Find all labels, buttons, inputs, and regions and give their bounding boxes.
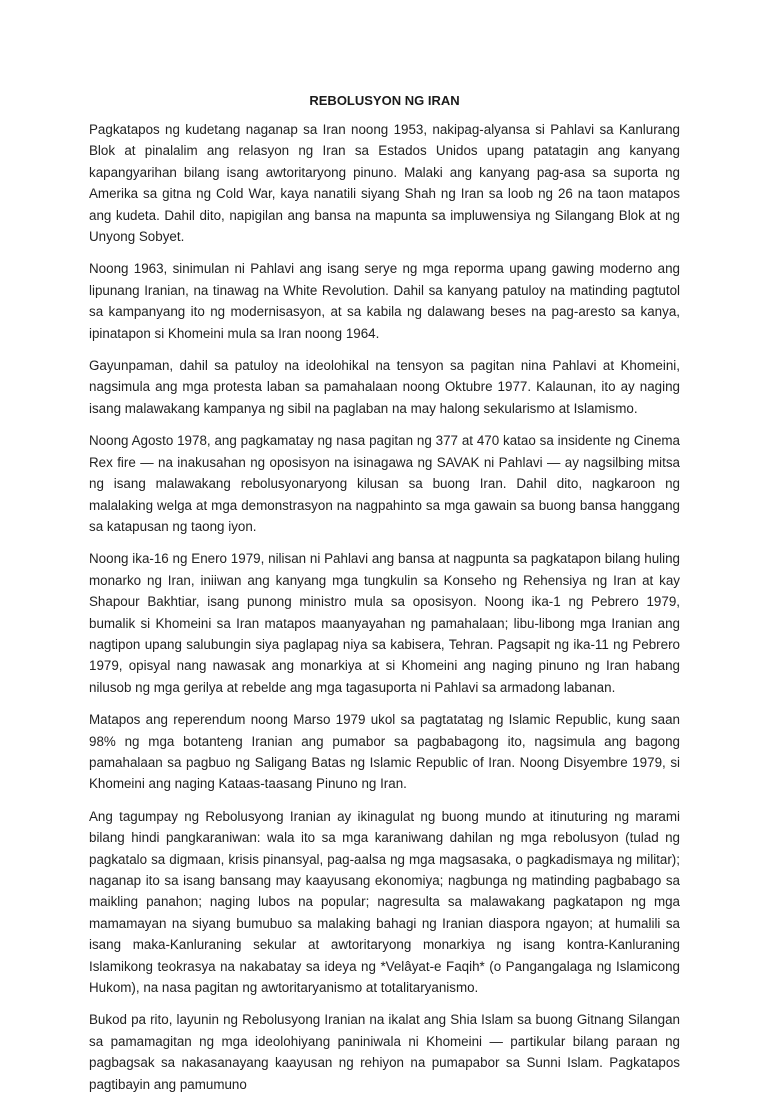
paragraph-2: Noong 1963, sinimulan ni Pahlavi ang isang serye ng mga reporma upang gawing moderno ang lipunang Iranian, na tinawag na White Revolution. Dahil sa kanyang patuloy na matinding pagtutol sa kampanyang ito ng modernisasyon, at sa kabila ng dalawang beses na pag-aresto sa kanya, ipinatapon si Khomeini mula sa Iran noong 1964. (89, 261, 680, 341)
paragraph-3: Gayunpaman, dahil sa patuloy na ideolohikal na tensyon sa pagitan nina Pahlavi at Khomeini, nagsimula ang mga protesta laban sa pamahalaan noong Oktubre 1977. Kalaunan, ito ay naging isang malawakang kampanya ng sibil na paglaban na may halong sekularismo at Islamismo. (89, 358, 680, 416)
paragraph-4: Noong Agosto 1978, ang pagkamatay ng nasa pagitan ng 377 at 470 katao sa insidente ng Cinema Rex fire — na inakusahan ng oposisyon na isinagawa ng SAVAK ni Pahlavi — ay nagsilbing mitsa ng isang malawakang rebolusyonaryong kilusan sa buong Iran. Dahil dito, nagkaroon ng malalaking welga at mga demonstrasyon na nagpahinto sa mga gawain sa buong bansa hanggang sa katapusan ng taong iyon. (89, 433, 680, 534)
paragraph-8: Bukod pa rito, layunin ng Rebolusyong Iranian na ikalat ang Shia Islam sa buong Gitnang Silangan sa pamamagitan ng mga ideolohiyang paniniwala ni Khomeini — partikular bilang paraan ng pagbagsak sa nakasanayang kaayusan ng rehiyon na pumapabor sa Sunni Islam. Pagkatapos pagtibayin ang pamumuno (89, 1012, 680, 1092)
document-title: REBOLUSYON NG IRAN (309, 93, 460, 108)
paragraph-5: Noong ika-16 ng Enero 1979, nilisan ni Pahlavi ang bansa at nagpunta sa pagkatapon bilang huling monarko ng Iran, iniiwan ang kanyang mga tungkulin sa Konseho ng Rehensiya ng Iran at kay Shapour Bakhtiar, isang punong ministro mula sa oposisyon. Noong ika-1 ng Pebrero 1979, bumalik si Khomeini sa Iran matapos maanyayahan ng pamahalaan; libu-libong mga Iranian ang nagtipon upang salubungin siya paglapag niya sa kabisera, Tehran. Pagsapit ng ika-11 ng Pebrero 1979, opisyal nang nawasak ang monarkiya at si Khomeini ang naging pinuno ng Iran habang nilusob ng mga gerilya at rebelde ang mga tagasuporta ni Pahlavi sa armadong labanan. (89, 551, 680, 695)
paragraph-1: Pagkatapos ng kudetang naganap sa Iran noong 1953, nakipag-alyansa si Pahlavi sa Kanlurang Blok at pinalalim ang relasyon ng Iran sa Estados Unidos upang patatagin ang kanyang kapangyarihan bilang isang awtoritaryong pinuno. Malaki ang kanyang pag-asa sa suporta ng Amerika sa gitna ng Cold War, kaya nanatili siyang Shah ng Iran sa loob ng 26 na taon matapos ang kudeta. Dahil dito, napigilan ang bansa na mapunta sa impluwensiya ng Silangang Blok at ng Unyong Sobyet. (89, 122, 680, 245)
paragraph-7: Ang tagumpay ng Rebolusyong Iranian ay ikinagulat ng buong mundo at itinuturing ng marami bilang hindi pangkaraniwan: wala ito sa mga karaniwang dahilan ng mga rebolusyon (tulad ng pagkatalo sa digmaan, krisis pinansyal, pag-aalsa ng mga magsasaka, o pagkadismaya ng militar); naganap ito sa isang bansang may kaayusang ekonomiya; nagbunga ng matinding pagbabago sa maikling panahon; naging lubos na popular; nagresulta sa malawakang pagkatapon ng mga mamamayan na siyang bumubuo sa malaking bahagi ng Iranian diaspora ngayon; at humalili sa isang maka-Kanluraning sekular at awtoritaryong monarkiya ng isang kontra-Kanluraning Islamikong teokrasya na nakabatay sa ideya ng *Velâyat-e Faqih* (o Pangangalaga ng Islamicong Hukom), na nasa pagitan ng awtoritaryanismo at totalitaryanismo. (89, 808, 680, 996)
paragraph-6: Matapos ang reperendum noong Marso 1979 ukol sa pagtatatag ng Islamic Republic, kung saan 98% ng mga botanteng Iranian ang pumabor sa pagbabagong ito, nagsimula ang bagong pamahalaan sa pagbuo ng Saligang Batas ng Islamic Republic of Iran. Noong Disyembre 1979, si Khomeini ang naging Kataas-taasang Pinuno ng Iran. (89, 712, 680, 792)
document-body (89, 91, 680, 1106)
